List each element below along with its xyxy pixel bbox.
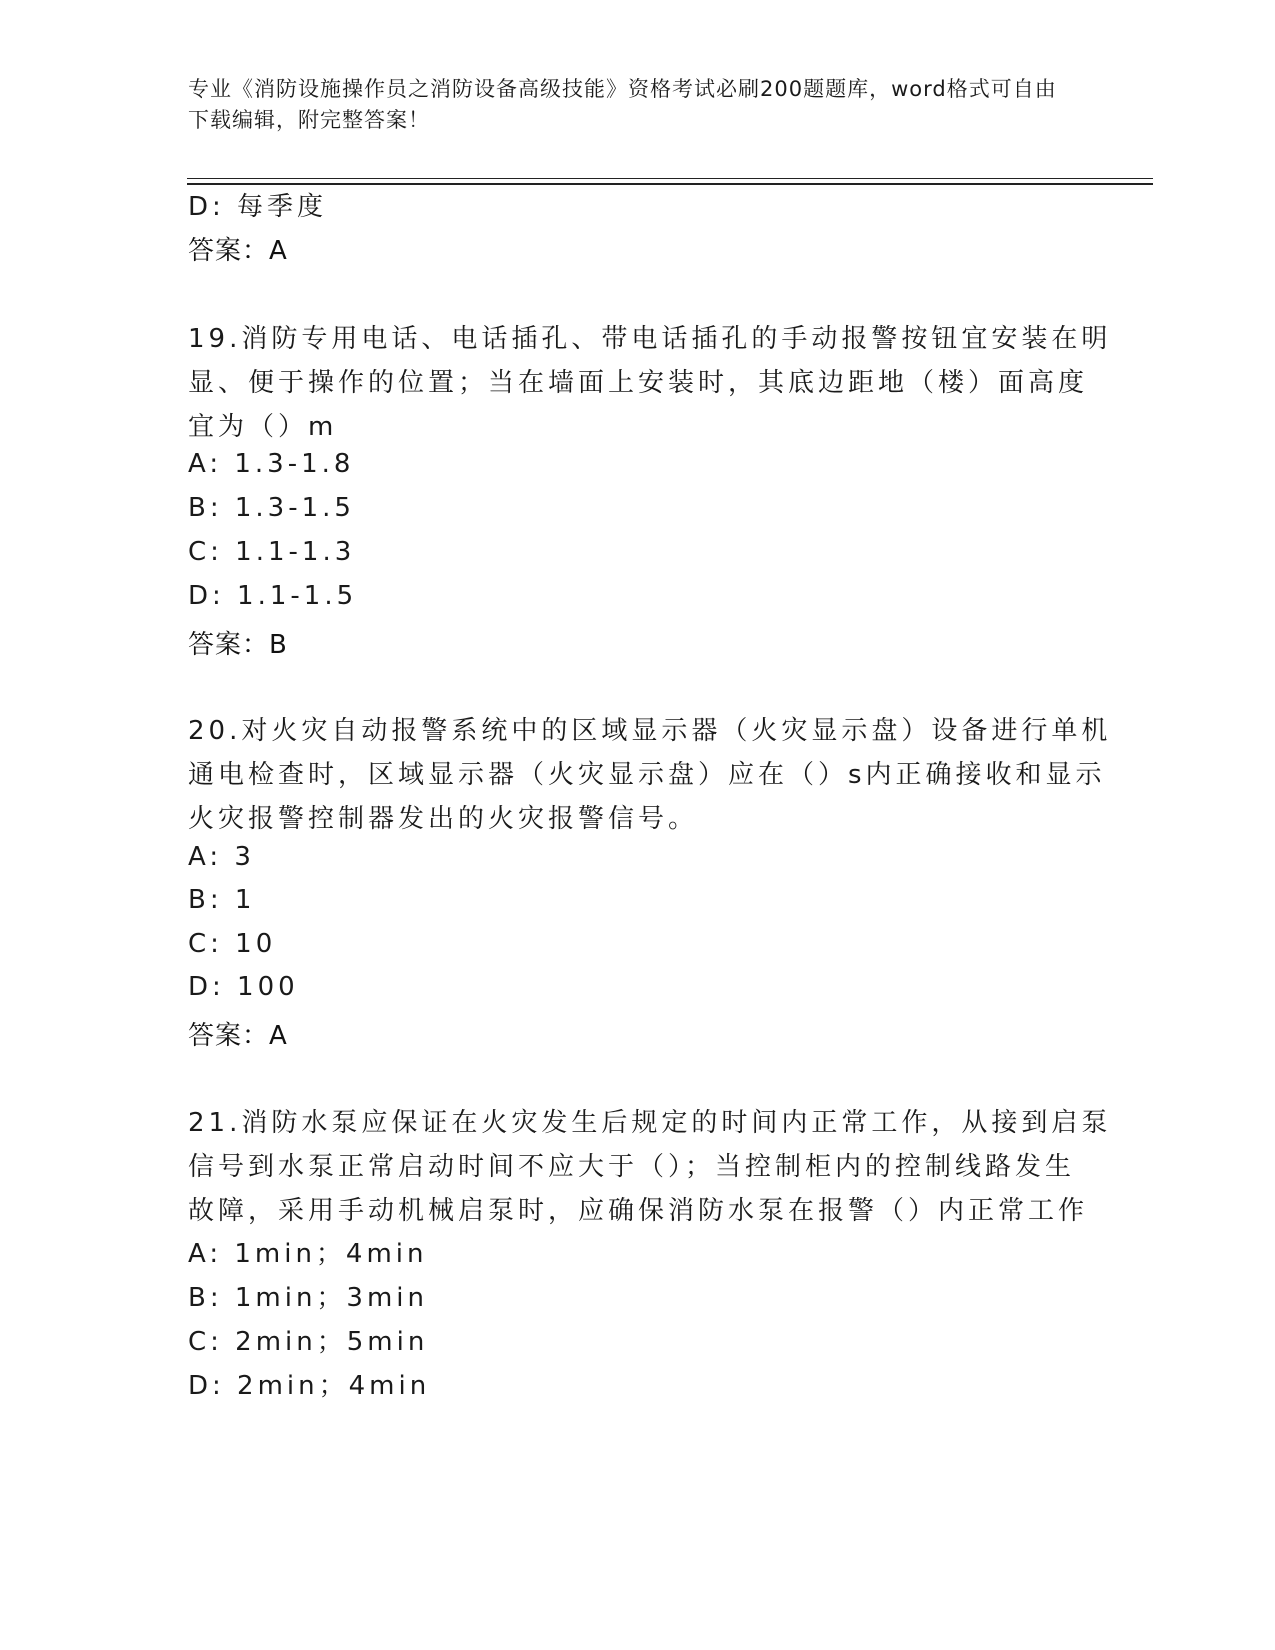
q19-stem-line-2: 显、便于操作的位置；当在墙面上安装时，其底边距地（楼）面高度	[188, 368, 1089, 398]
q20-answer: 答案：A	[188, 1021, 288, 1051]
q21-option-b: B: 1min；3min	[188, 1283, 429, 1313]
q21-stem-line-2: 信号到水泵正常启动时间不应大于（）；当控制柜内的控制线路发生	[188, 1152, 1076, 1182]
q18-answer: 答案：A	[188, 236, 288, 266]
page-header: 专业《消防设施操作员之消防设备高级技能》资格考试必刷200题题库，word格式可自由下载编辑，附完整答案！	[188, 77, 1057, 132]
q21-option-c: C: 2min；5min	[188, 1327, 429, 1357]
q19-option-c: C: 1.1-1.3	[188, 537, 356, 567]
q19-stem-line-3: 宜为（）m	[188, 412, 338, 442]
q21-option-a: A: 1min；4min	[188, 1239, 428, 1269]
q20-option-a: A: 3	[188, 842, 255, 872]
q20-option-d: D: 100	[188, 972, 299, 1002]
header-rule-thin	[187, 178, 1153, 179]
q21-stem-line-3: 故障，采用手动机械启泵时，应确保消防水泵在报警（）内正常工作	[188, 1196, 1089, 1226]
q18-option-d: D: 每季度	[188, 192, 328, 222]
q20-stem-line-3: 火灾报警控制器发出的火灾报警信号。	[188, 804, 699, 834]
q20-stem-line-1: 20.对火灾自动报警系统中的区域显示器（火灾显示盘）设备进行单机	[188, 716, 1112, 746]
q19-stem-line-1: 19.消防专用电话、电话插孔、带电话插孔的手动报警按钮宜安装在明	[188, 324, 1112, 354]
q20-stem-line-2: 通电检查时，区域显示器（火灾显示盘）应在（）s内正确接收和显示	[188, 760, 1106, 790]
q19-option-d: D: 1.1-1.5	[188, 581, 358, 611]
q19-option-b: B: 1.3-1.5	[188, 493, 355, 523]
q21-option-d: D: 2min；4min	[188, 1371, 431, 1401]
q20-option-b: B: 1	[188, 885, 256, 915]
q21-stem-line-1: 21.消防水泵应保证在火灾发生后规定的时间内正常工作，从接到启泵	[188, 1108, 1112, 1138]
q19-option-a: A: 1.3-1.8	[188, 449, 355, 479]
q20-option-c: C: 10	[188, 929, 277, 959]
q19-answer: 答案：B	[188, 630, 288, 660]
header-rule-thick	[187, 183, 1153, 185]
